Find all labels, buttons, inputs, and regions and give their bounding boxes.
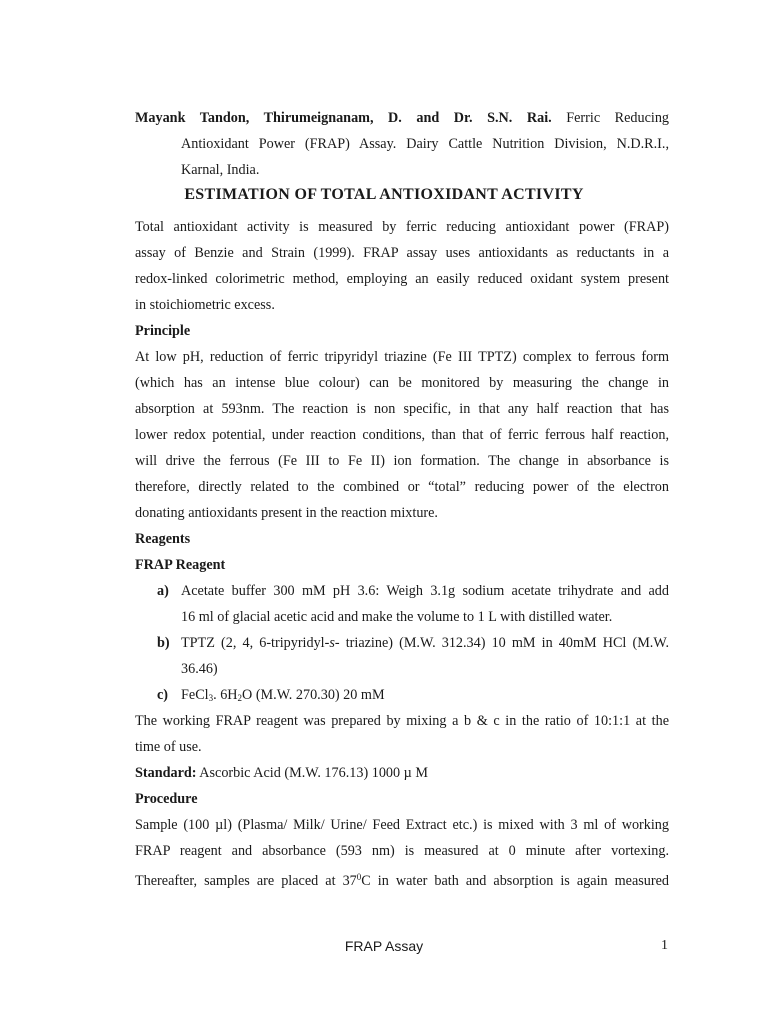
intro-line-3: redox-linked colorimetric method, employing an easily reduced oxidant system present — [135, 271, 669, 287]
list-marker: a) — [157, 583, 169, 599]
text-segment: . 6H — [213, 687, 238, 703]
frap-reagent-subheading: FRAP Reagent — [135, 557, 226, 573]
footer-title: FRAP Assay — [344, 938, 424, 954]
standard-line — [135, 760, 669, 786]
principle-line-5: will drive the ferrous (Fe III to Fe II) ion formation. The change in absorbance is — [135, 453, 669, 469]
procedure-line-1: Sample (100 µl) (Plasma/ Milk/ Urine/ Feed Extract etc.) is mixed with 3 ml of working — [135, 817, 669, 833]
reagent-item-b-cont — [135, 656, 669, 682]
reagent-item-c-text — [181, 682, 669, 711]
text-segment: O (M.W. 270.30) 20 mM — [242, 687, 385, 703]
list-marker: c) — [157, 687, 169, 703]
citation-authors: Mayank Tandon, Thirumeignanam, D. and Dr. S.N. Rai. — [135, 110, 552, 126]
working-reagent-line-1: The working FRAP reagent was prepared by mixing a b & c in the ratio of 10:1:1 at the — [135, 713, 669, 729]
principle-line-6: therefore, directly related to the combined or “total” reducing power of the electron — [135, 479, 669, 495]
standard-label: Standard: — [135, 765, 197, 781]
reagent-item-b — [135, 630, 669, 656]
citation-line1-rest: Ferric Reducing — [566, 110, 670, 126]
superscript: 0 — [356, 872, 362, 882]
citation-line-1 — [135, 105, 669, 131]
text-segment: - triazine) (M.W. 312.34) 10 mM in 40mM HCl (M.W. — [334, 635, 669, 651]
principle-line-1: At low pH, reduction of ferric tripyridyl triazine (Fe III TPTZ) complex to ferrous form — [135, 349, 669, 365]
procedure-line-3 — [135, 864, 669, 890]
list-marker: b) — [157, 635, 170, 651]
reagent-item-b-line-2: 36.46) — [181, 661, 218, 677]
text-segment: FeCl — [181, 687, 209, 703]
reagents-heading: Reagents — [135, 531, 191, 547]
reagent-item-c — [135, 682, 669, 708]
procedure-heading: Procedure — [135, 791, 198, 807]
working-reagent-line-2: time of use. — [135, 739, 202, 755]
principle-line-4: lower redox potential, under reaction conditions, than that of ferric ferrous half reaction, — [135, 427, 669, 443]
principle-line-2: (which has an intense blue colour) can be monitored by measuring the change in — [135, 375, 669, 391]
reagent-item-a-line-1: Acetate buffer 300 mM pH 3.6: Weigh 3.1g sodium acetate trihydrate and add — [181, 583, 669, 599]
principle-line-3: absorption at 593nm. The reaction is non specific, in that any half reaction that has — [135, 401, 669, 417]
principle-line-7: donating antioxidants present in the reaction mixture. — [135, 505, 438, 521]
text-segment: Thereafter, samples are placed at 37 — [135, 873, 357, 889]
subscript: 3 — [208, 693, 214, 703]
text-segment: TPTZ (2, 4, 6-tripyridyl- — [181, 635, 330, 651]
reagent-item-a-cont — [135, 604, 669, 630]
intro-line-2: assay of Benzie and Strain (1999). FRAP assay uses antioxidants as reductants in a — [135, 245, 669, 261]
intro-line-4: in stoichiometric excess. — [135, 297, 275, 313]
italic-s: s — [329, 635, 335, 651]
procedure-line-2: FRAP reagent and absorbance (593 nm) is measured at 0 minute after vortexing. — [135, 843, 669, 859]
page-title: ESTIMATION OF TOTAL ANTIOXIDANT ACTIVITY — [184, 186, 584, 203]
standard-text: Ascorbic Acid (M.W. 176.13) 1000 µ M — [199, 765, 428, 781]
intro-line-1: Total antioxidant activity is measured by ferric reducing antioxidant power (FRAP) — [135, 219, 669, 235]
reagent-item-b-line-1 — [181, 630, 669, 656]
citation-line-3: Karnal, India. — [181, 162, 260, 178]
page-number: 1 — [661, 938, 668, 953]
citation-line-2: Antioxidant Power (FRAP) Assay. Dairy Cattle Nutrition Division, N.D.R.I., — [181, 136, 669, 152]
subscript: 2 — [237, 693, 243, 703]
text-segment: C in water bath and absorption is again measured — [361, 873, 670, 889]
reagent-item-a — [135, 578, 669, 604]
reagent-item-a-line-2: 16 ml of glacial acetic acid and make the volume to 1 L with distilled water. — [181, 609, 613, 625]
principle-heading: Principle — [135, 323, 191, 339]
